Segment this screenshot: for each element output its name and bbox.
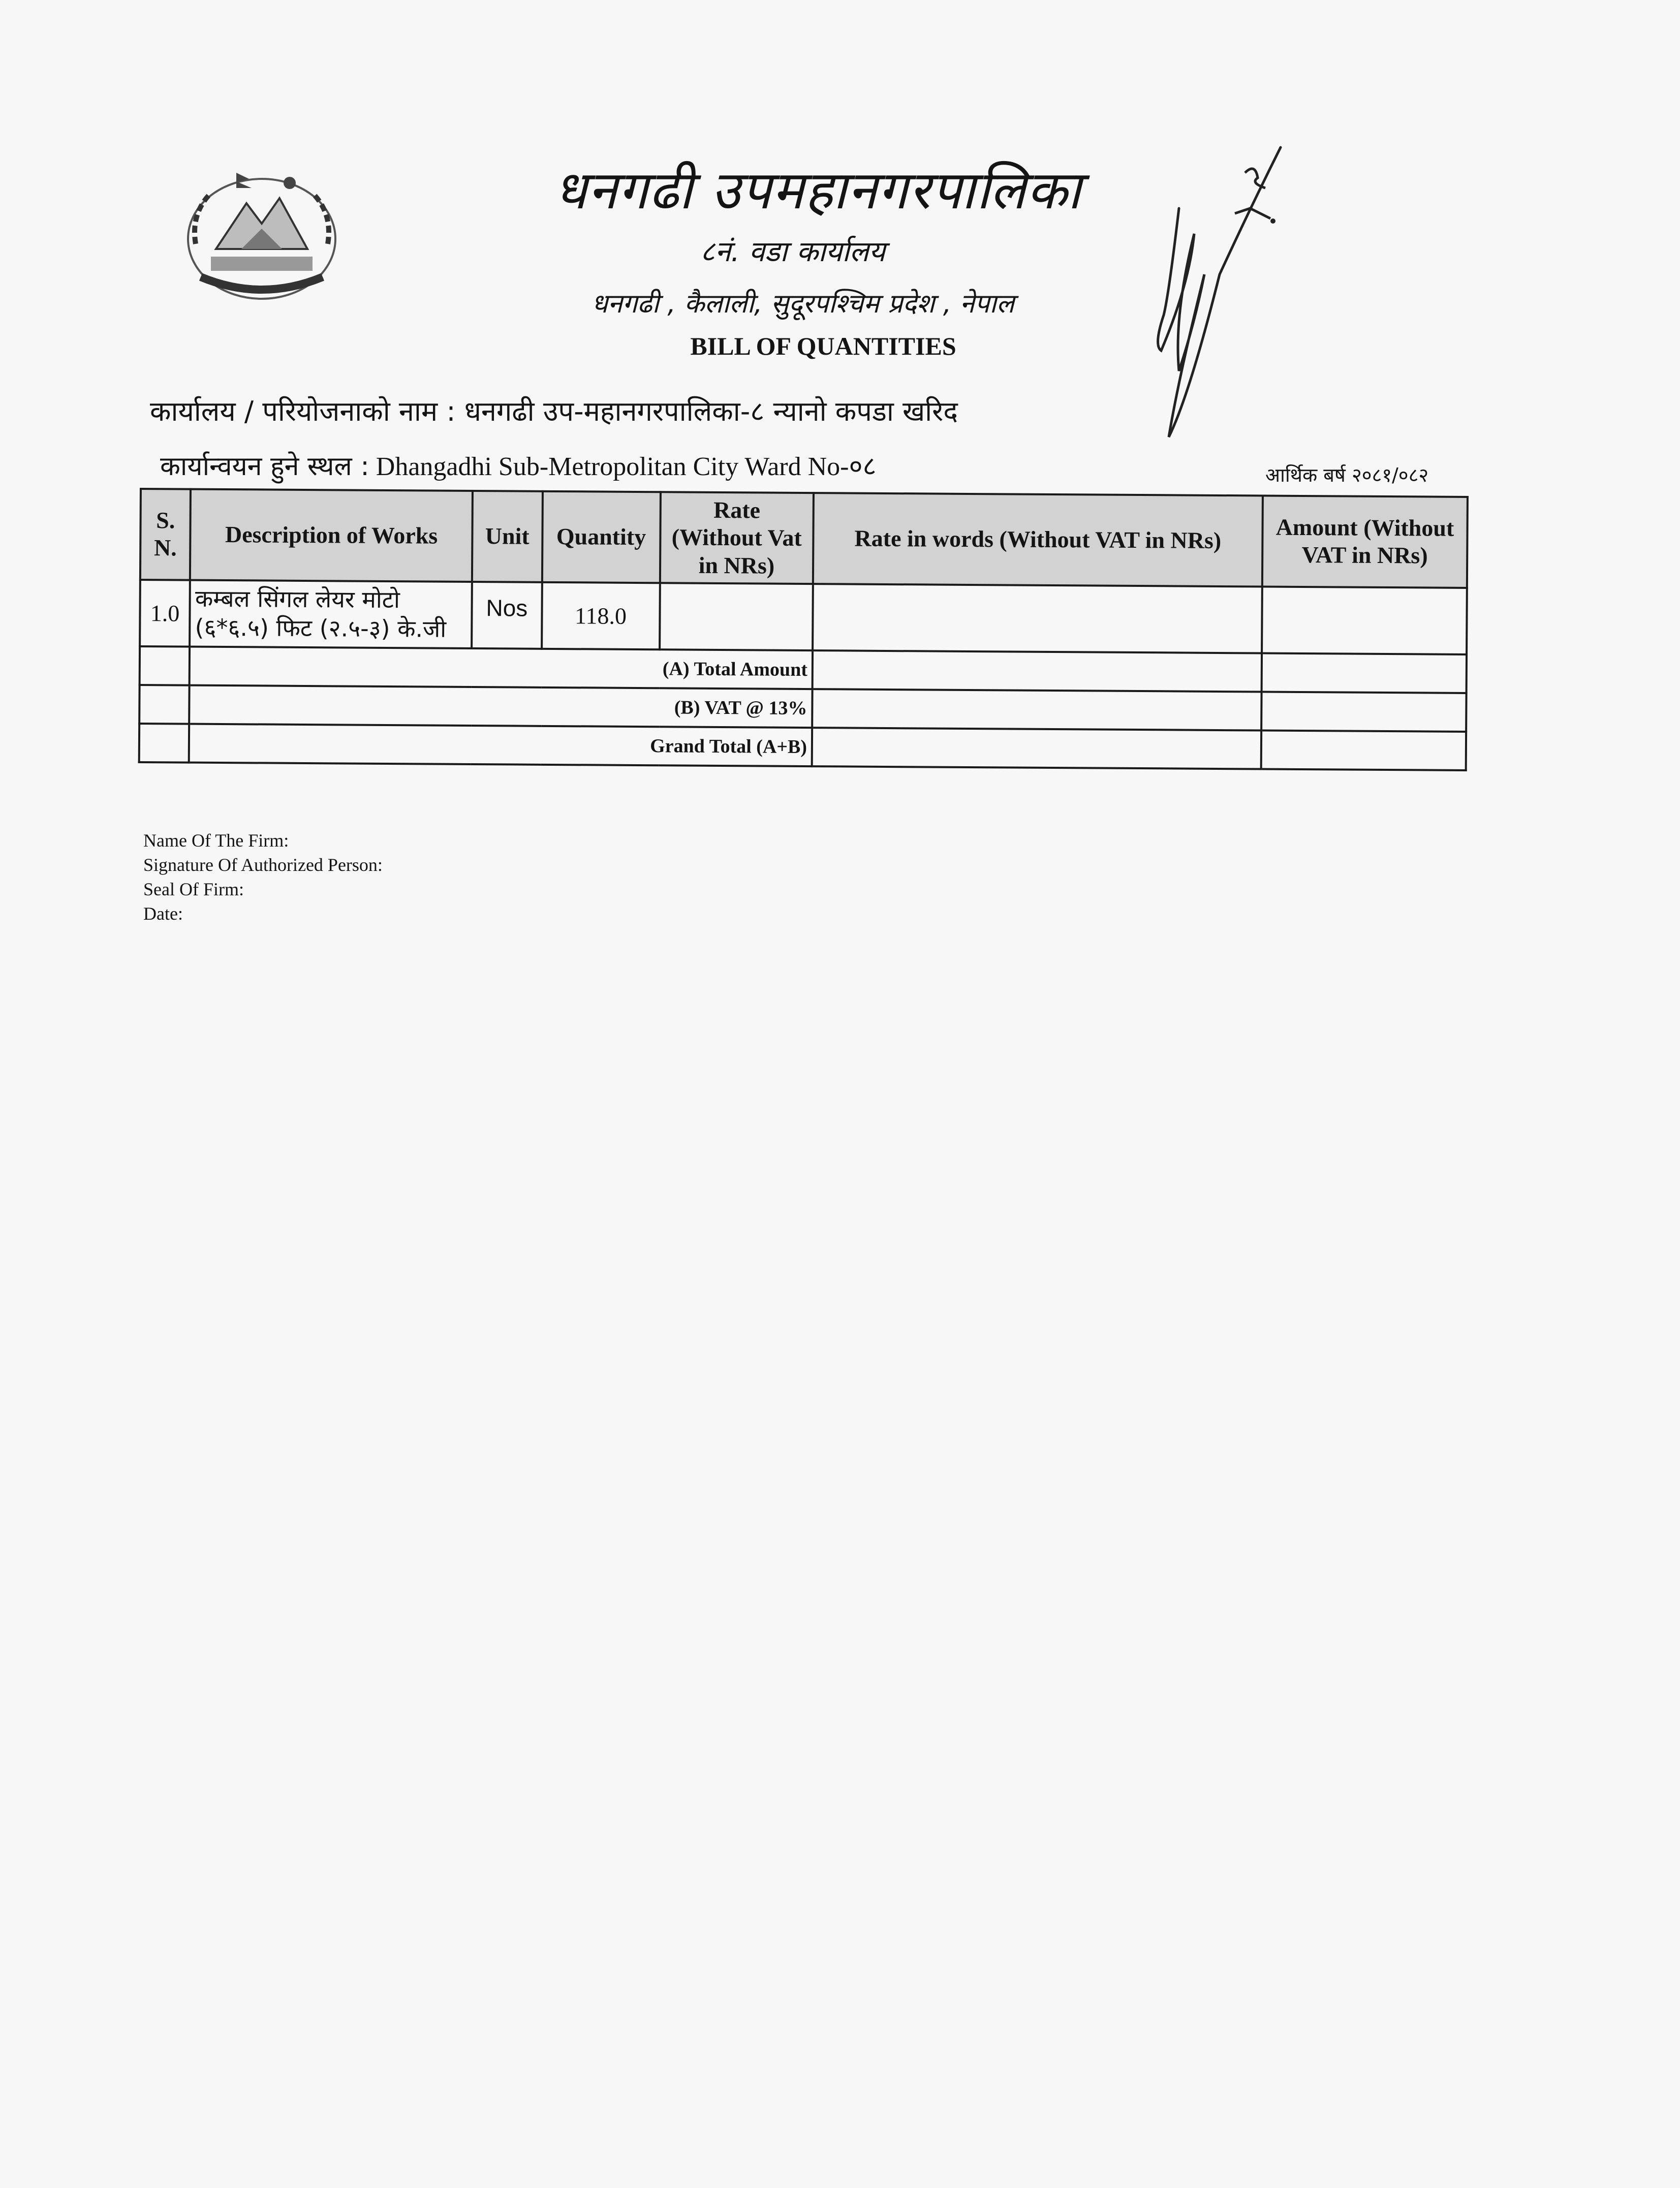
item-rate[interactable]: [660, 583, 813, 650]
total-amount-label: (A) Total Amount: [190, 646, 813, 689]
header-rate: Rate (Without Vat in NRs): [660, 492, 814, 584]
grand-total-value[interactable]: [1261, 730, 1466, 770]
header-description: Description of Works: [190, 489, 473, 582]
header-amount: Amount (Without VAT in NRs): [1262, 495, 1468, 587]
table-header-row: [140, 489, 1468, 588]
header-unit: Unit: [472, 491, 543, 582]
vat-words[interactable]: [812, 689, 1261, 730]
location-value: Dhangadhi Sub-Metropolitan City Ward No-०८: [376, 452, 877, 481]
grand-total-row: [139, 724, 1466, 770]
total-blank-cell: [140, 646, 190, 685]
item-rate-words[interactable]: [813, 584, 1262, 653]
vat-value[interactable]: [1261, 692, 1467, 731]
fiscal-year: आर्थिक बर्ष २०८१/०८२: [1265, 464, 1429, 486]
item-description: कम्बल सिंगल लेयर मोटो (६*६.५) फिट (२.५-३) के.जी: [190, 580, 472, 648]
grand-total-words[interactable]: [812, 728, 1261, 769]
signature-label: Signature Of Authorized Person:: [143, 855, 383, 875]
item-amount[interactable]: [1262, 586, 1467, 654]
header-quantity: Quantity: [542, 491, 660, 583]
item-sn: 1.0: [140, 580, 190, 647]
firm-name-label: Name Of The Firm:: [143, 830, 289, 851]
item-unit: Nos: [472, 582, 542, 649]
handwritten-signature: [1118, 132, 1331, 457]
document-title: BILL OF QUANTITIES: [690, 332, 956, 360]
ward-office: ८नं. वडा कार्यालय: [700, 235, 886, 268]
project-name-line: [150, 391, 958, 429]
table-row: [140, 580, 1467, 654]
office-title: धनगढी उपमहानगरपालिका: [554, 159, 1082, 221]
header-sn: S. N.: [140, 489, 191, 580]
item-quantity: 118.0: [542, 582, 660, 649]
vat-blank-cell: [139, 685, 190, 724]
boq-table: [138, 488, 1469, 771]
total-amount-value[interactable]: [1261, 653, 1467, 693]
firm-details: [143, 828, 383, 926]
grand-total-blank-cell: [139, 724, 190, 763]
project-location-line: [160, 447, 877, 483]
total-amount-words[interactable]: [813, 650, 1262, 692]
office-address: धनगढी , कैलाली, सुदूरपश्चिम प्रदेश , नेपाल: [592, 289, 1014, 319]
seal-label: Seal Of Firm:: [143, 879, 244, 899]
header-rate-words: Rate in words (Without VAT in NRs): [813, 493, 1263, 586]
project-name-value: धनगढी उप-महानगरपालिका-८ न्यानो कपडा खरिद: [464, 395, 958, 427]
nepal-emblem-logo: [180, 168, 343, 305]
date-label: Date:: [143, 903, 183, 924]
grand-total-label: Grand Total (A+B): [189, 724, 812, 766]
location-label: कार्यान्वयन हुने स्थल :: [160, 451, 369, 482]
vat-label: (B) VAT @ 13%: [189, 685, 812, 727]
project-name-label: कार्यालय / परियोजनाको नाम :: [150, 395, 456, 427]
